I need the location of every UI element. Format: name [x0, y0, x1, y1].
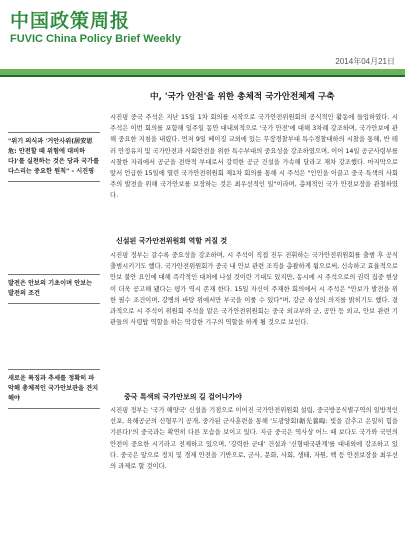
section-heading-1: 신설된 국가안전위원회 역할 커질 것: [116, 237, 228, 245]
sidebar-quote-text: 발전은 안보의 기초이며 안보는 발전의 조건: [8, 280, 93, 297]
sidebar-divider: [8, 181, 100, 182]
newsletter-title-en: FUVIC China Policy Brief Weekly: [10, 33, 181, 45]
article-paragraph-1: 시진핑 중국 주석은 지난 15일 1차 회의를 시작으로 국가안전위원회의 공식적인 활동에 들입하였다. 시 주석은 이번 회의를 포함해 일주일 동안 대내외적으로 '국가 안전'에 대해 3차례 강조하며, 국가안보에 관해 중요한 지침을 내렸다. 먼저 9일 베이징 교외에 있는 무장경찰부대 특수경찰대하의 시찰을 통해, 반 테러 안정유지 및 국가안전과 사회안전을 위한 특수부대의 중요성을 강조하였으며, 이어 14일 공군사령부를 시찰한 자리에서 공군을 전략적 부대로서 강력한 공군 건설을 가속해 달라고 재차 강조했다. 마지막으로 앞서 언급한 15일에 열린 국가안전위원회 제1차 회의를 통해 시 주석은 "인민을 이끌고 중국 특색의 사회주의 발전을 위해 국가안보를 보장하는 것은 최우선적인 일"이라며, 총체적인 국가 안전보장을 관철하였다.: [110, 114, 398, 200]
article-paragraph-2: 시진핑 정부는 갈수록 중요성을 강조하며, 시 주석이 직접 진두 진휘하는 국가안전위원회를 출범 후 공식 출범시키기도 했다. 국가안전위원회가 중국 내 안보 관련 조직을 총괄하게 됨으로써, 신속하고 효율적으로 안보 불안 요인에 대해 즉각적인 대처에 나설 것이란 기대도 있지만, 동시에 시 주석으로의 권력 집중 현상이 더욱 공고해 됐다는 평가 역시 존재 한다. 15일 자신이 주재한 회의에서 시 주석은 "안보가 발전을 위한 필수 조건이며, 강병의 바탕 위에서만 부국을 이룰 수 있다"며, 강군 육성의 의지를 밝히기도 했다. 결과적으로 시 주석이 위원회 주석을 맡은 국가안전위원회는 중국 외교부와 군, 공안 등 외교, 안보 관련 기관들의 사령탑 역할을 하는 막강한 기구의 역할을 하게 될 것으로 보인다.: [110, 252, 398, 327]
sidebar-divider: [8, 274, 100, 275]
sidebar-quote-1: [8, 128, 100, 186]
newsletter-title-cn: 中国政策周报: [10, 10, 131, 32]
sidebar-divider: [8, 408, 100, 409]
issue-date: 2014年04月21日: [335, 57, 395, 66]
sidebar-quote-3: [8, 365, 100, 413]
sidebar-quote-text: "위기 의식과 '거안사위(居安思危: 안전할 때 위험에 대비하다)'를 실천하는 것은 당과 국가를 다스리는 중요한 원칙" - 시진핑: [8, 138, 100, 175]
sidebar-divider: [8, 132, 100, 133]
sidebar-divider: [8, 303, 100, 304]
sidebar-quote-text: 새로운 특징과 추세를 정확히 파악해 총체적인 국가안보관을 견지해야: [8, 375, 99, 402]
section-heading-2: 중국 특색의 국가안보의 길 걸어나가야: [124, 393, 242, 401]
sidebar-divider: [8, 369, 100, 370]
header-rule-dark: [0, 75, 405, 77]
newsletter-header: [0, 0, 405, 75]
sidebar-quote-2: [8, 270, 100, 308]
article-headline: 中, '국가 안전'을 위한 총체적 국가안전체제 구축: [150, 92, 335, 102]
article-paragraph-3: 시진핑 정부는 '국가 해양국' 신설을 기점으로 이어진 국가안전위원회 설립, 중국방공식별구역의 일방적인 선포, 육해공군의 신형무기 공개, 중가된 군사훈련을 통해 '도광양회(韜光養晦: 빛을 감추고 은밀히 힘을 기른다)'의 중국과는 확연히 다른 모습을 보이고 있다. 지금 중국은 역사상 어느 때 보다도 국가와 국민의 안전이 중요한 시기라고 전제하고 있으며, '강력한 군대' 건설과 '신형대국관계'를 대내외에 강조하고 있다. 중국은 앞으로 정치 및 경제 안전을 기반으로, 군사, 문화, 사회, 생태, 자원, 핵 등 안전보장을 최우선의 과제로 할 것이다.: [110, 407, 398, 471]
